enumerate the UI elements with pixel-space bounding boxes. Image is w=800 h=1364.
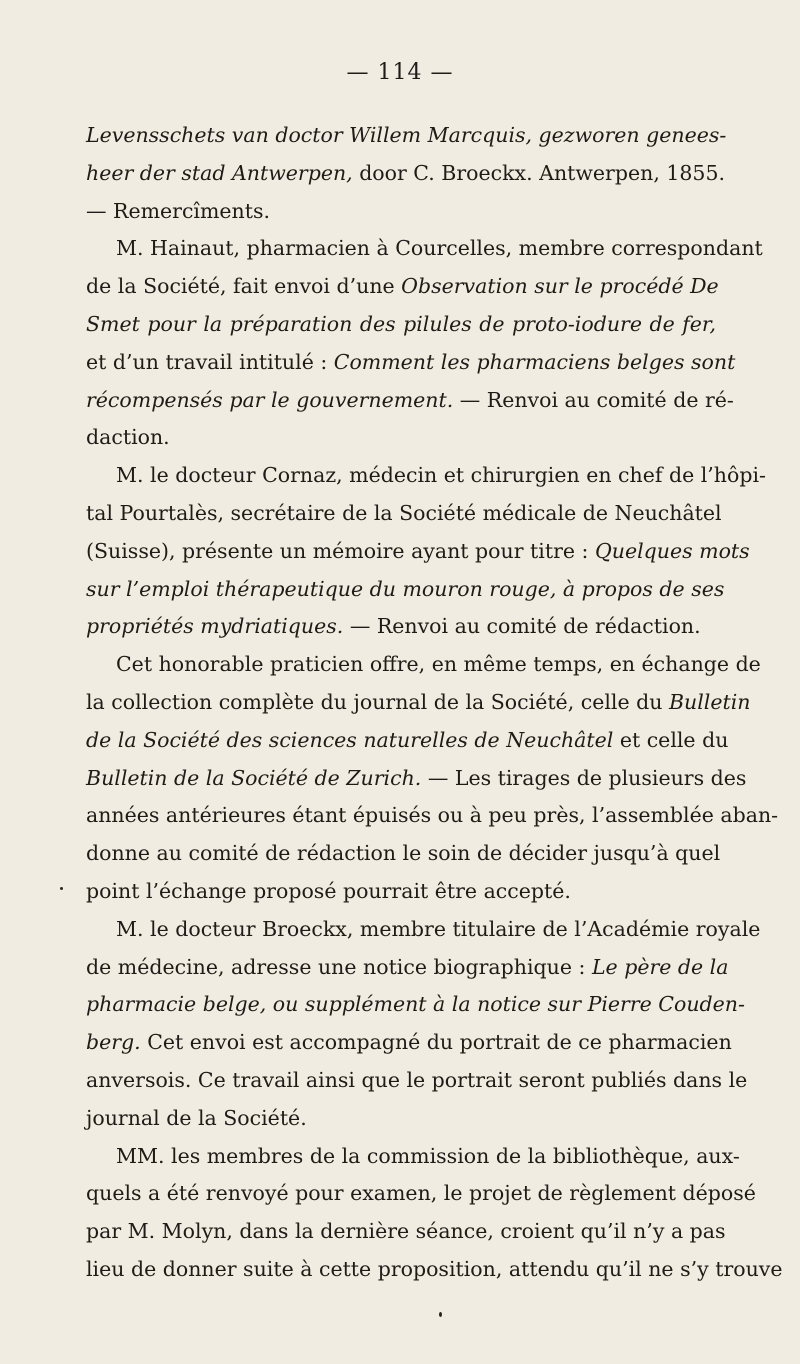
text-run: M. Hainaut, pharmacien à Courcelles, membre correspondant — [116, 236, 763, 261]
text-line — [86, 457, 766, 495]
text-line — [86, 571, 725, 609]
italic-run: sur l’emploi thérapeutique du mouron rouge, à propos de ses — [86, 576, 725, 601]
text-run: daction. — [86, 425, 170, 450]
text-run: M. le docteur Cornaz, médecin et chirurgien en chef de l’hôpi- — [116, 463, 766, 488]
text-run: point l’échange proposé pourrait être accepté. — [86, 878, 571, 903]
text-run: de la Société, fait envoi d’une — [86, 274, 402, 299]
text-run: — Remercîments. — [86, 198, 271, 223]
text-line — [86, 986, 745, 1024]
body-text — [86, 117, 783, 1289]
text-line — [86, 344, 736, 382]
text-line — [86, 1213, 726, 1251]
italic-run: Bulletin de la Société de Zurich. — [86, 765, 422, 790]
italic-run: Le père de la — [591, 954, 729, 979]
text-line — [86, 419, 716, 457]
text-run: par M. Molyn, dans la dernière séance, croient qu’il n’y a pas — [86, 1219, 726, 1244]
text-run: MM. les membres de la commission de la bibliothèque, aux- — [116, 1143, 740, 1168]
text-line — [86, 230, 763, 268]
text-line — [86, 1024, 732, 1062]
text-line — [86, 911, 761, 949]
text-line — [86, 533, 750, 571]
italic-run: Smet pour la préparation des pilules de proto-iodure de fer, — [86, 311, 716, 336]
italic-run: de la Société des sciences naturelles de Neuchâtel — [86, 727, 614, 752]
text-run: — Les tirages de plusieurs des — [421, 765, 747, 790]
italic-run: Levensschets van doctor Willem Marcquis, gezworen genees- — [86, 123, 727, 147]
text-line — [86, 949, 729, 987]
text-line — [86, 684, 751, 722]
text-run: door C. Broeckx. Antwerpen, 1855. — [352, 160, 726, 185]
text-line — [86, 193, 716, 231]
print-speck — [60, 887, 63, 890]
text-run: années antérieures étant épuisés ou à peu près, l’assemblée aban- — [86, 803, 779, 828]
print-speck — [439, 1312, 442, 1317]
text-run: tal Pourtalès, secrétaire de la Société médicale de Neuchâtel — [86, 500, 722, 525]
text-run: (Suisse), présente un mémoire ayant pour titre : — [86, 538, 595, 563]
page-number: — 114 — — [346, 60, 454, 85]
text-run: donne au comité de rédaction le soin de décider jusqu’à quel — [86, 841, 721, 866]
text-line — [86, 722, 729, 760]
text-line — [86, 306, 716, 344]
text-run: et d’un travail intitulé : — [86, 349, 334, 374]
text-run: — Renvoi au comité de rédaction. — [343, 614, 701, 639]
italic-run: berg. — [86, 1030, 141, 1055]
text-run: et celle du — [613, 727, 729, 752]
italic-run: pharmacie belge, ou supplément à la notice sur Pierre Couden- — [86, 992, 745, 1017]
italic-run: Observation sur le procédé De — [401, 274, 719, 299]
text-run: journal de la Société. — [86, 1105, 307, 1130]
italic-run: propriétés mydriatiques. — [86, 614, 344, 639]
text-run: Cet envoi est accompagné du portrait de ce pharmacien — [140, 1030, 732, 1055]
text-run: Cet honorable praticien offre, en même temps, en échange de — [116, 652, 761, 677]
text-line — [86, 873, 716, 911]
italic-run: Quelques mots — [594, 538, 750, 563]
text-line — [86, 155, 726, 193]
text-run: — Renvoi au comité de ré- — [453, 387, 734, 412]
italic-run: Bulletin — [668, 689, 751, 714]
text-line — [86, 1251, 783, 1289]
text-line — [86, 797, 779, 835]
text-line — [86, 760, 747, 798]
text-run: lieu de donner suite à cette proposition, attendu qu’il ne s’y trouve — [86, 1256, 783, 1281]
text-run: M. le docteur Broeckx, membre titulaire de l’Académie royale — [116, 916, 761, 941]
text-run: de médecine, adresse une notice biographique : — [86, 954, 592, 979]
text-line — [86, 117, 727, 155]
text-run: anversois. Ce travail ainsi que le portrait seront publiés dans le — [86, 1067, 748, 1092]
italic-run: récompensés par le gouvernement. — [86, 387, 454, 412]
text-line — [86, 382, 734, 420]
text-line — [86, 646, 761, 684]
text-run: la collection complète du journal de la Société, celle du — [86, 689, 669, 714]
text-line — [86, 268, 719, 306]
text-run: quels a été renvoyé pour examen, le projet de règlement déposé — [86, 1181, 756, 1206]
italic-run: Comment les pharmaciens belges sont — [333, 349, 736, 374]
text-line — [86, 1062, 748, 1100]
italic-run: heer der stad Antwerpen, — [86, 160, 353, 185]
text-line — [86, 608, 716, 646]
text-line — [86, 835, 721, 873]
text-line — [86, 1175, 756, 1213]
text-line — [86, 1138, 740, 1176]
text-line — [86, 1100, 716, 1138]
text-line — [86, 495, 722, 533]
